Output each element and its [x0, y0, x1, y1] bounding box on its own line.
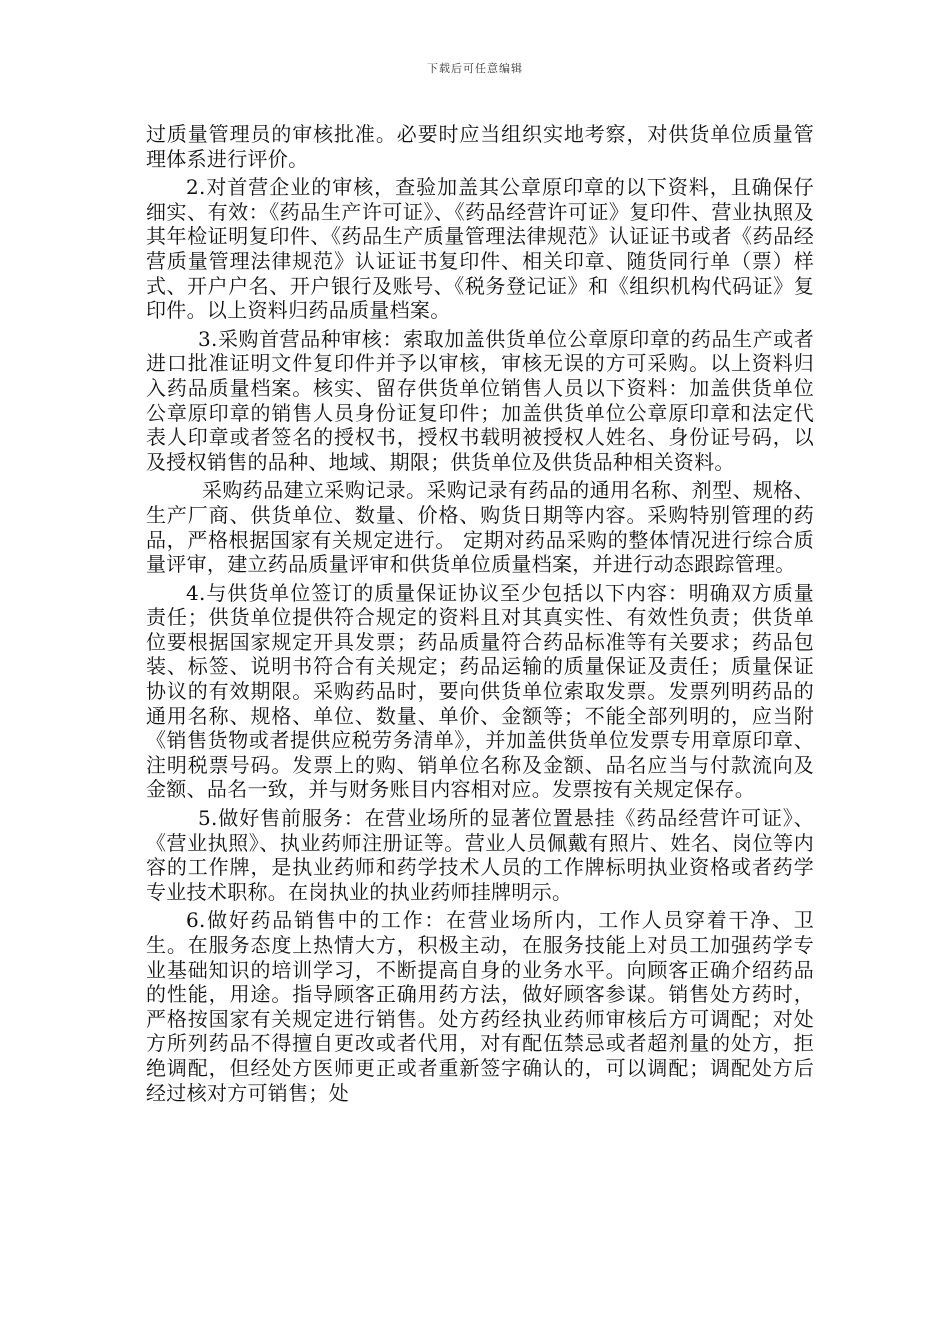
- paragraph-item-4: 4.与供货单位签订的质量保证协议至少包括以下内容：明确双方质量责任；供货单位提供符合规定的资料且对其真实性、有效性负责；供货单位要根据国家规定开具发票；药品质量符合药品标准等有关要求；药品包装、标签、说明书符合有关规定；药品运输的质量保证及责任；质量保证协议的有效期限。采购药品时，要向供货单位索取发票。发票列明药品的通用名称、规格、单位、数量、单价、金额等；不能全部列明的，应当附《销售货物或者提供应税劳务清单》，并加盖供货单位发票专用章原印章、注明税票号码。发票上的购、销单位名称及金额、品名应当与付款流向及金额、品名一致，并与财务账目内容相对应。发票按有关规定保存。: [146, 580, 814, 802]
- paragraph-item-3: 3.采购首营品种审核：索取加盖供货单位公章原印章的药品生产或者进口批准证明文件复印件并予以审核，审核无误的方可采购。以上资料归入药品质量档案。核实、留存供货单位销售人员以下资料：加盖供货单位公章原印章的销售人员身份证复印件；加盖供货单位公章原印章和法定代表人印章或者签名的授权书，授权书载明被授权人姓名、身份证号码，以及授权销售的品种、地域、期限；供货单位及供货品种相关资料。: [146, 326, 814, 474]
- paragraph-item-2: 2.对首营企业的审核，查验加盖其公章原印章的以下资料，且确保仔细实、有效：《药品生产许可证》、《药品经营许可证》复印件、营业执照及其年检证明复印件、《药品生产质量管理法律规范》认证证书或者《药品经营质量管理法律规范》认证证书复印件、相关印章、随货同行单（票）样式、开户户名、开户银行及账号、《税务登记证》和《组织机构代码证》复印件。以上资料归药品质量档案。: [146, 175, 814, 323]
- paragraph-item-5: 5.做好售前服务：在营业场所的显著位置悬挂《药品经营许可证》、《营业执照》、执业药师注册证等。营业人员佩戴有照片、姓名、岗位等内容的工作牌，是执业药师和药学技术人员的工作牌标明执业资格或者药学专业技术职称。在岗执业的执业药师挂牌明示。: [146, 806, 814, 904]
- paragraph-continuation: 过质量管理员的审核批准。必要时应当组织实地考察，对供货单位质量管理体系进行评价。: [146, 122, 814, 171]
- page-header-note: 下载后可任意编辑: [427, 62, 523, 75]
- paragraph-purchase-records: 采购药品建立采购记录。采购记录有药品的通用名称、剂型、规格、生产厂商、供货单位、数量、价格、购货日期等内容。采购特别管理的药品，严格根据国家有关规定进行。 定期对药品采购的整体情况进行综合质量评审，建立药品质量评审和供货单位质量档案，并进行动态跟踪管理。: [146, 478, 814, 577]
- document-body: [146, 122, 814, 1109]
- paragraph-item-6: 6.做好药品销售中的工作：在营业场所内，工作人员穿着干净、卫生。在服务态度上热情大方，积极主动，在服务技能上对员工加强药学专业基础知识的培训学习，不断提高自身的业务水平。向顾客正确介绍药品的性能，用途。指导顾客正确用药方法，做好顾客参谋。销售处方药时，严格按国家有关规定进行销售。处方药经执业药师审核后方可调配；对处方所列药品不得擅自更改或者代用，对有配伍禁忌或者超剂量的处方，拒绝调配，但经处方医师更正或者重新签字确认的，可以调配；调配处方后经过核对方可销售；处: [146, 908, 814, 1105]
